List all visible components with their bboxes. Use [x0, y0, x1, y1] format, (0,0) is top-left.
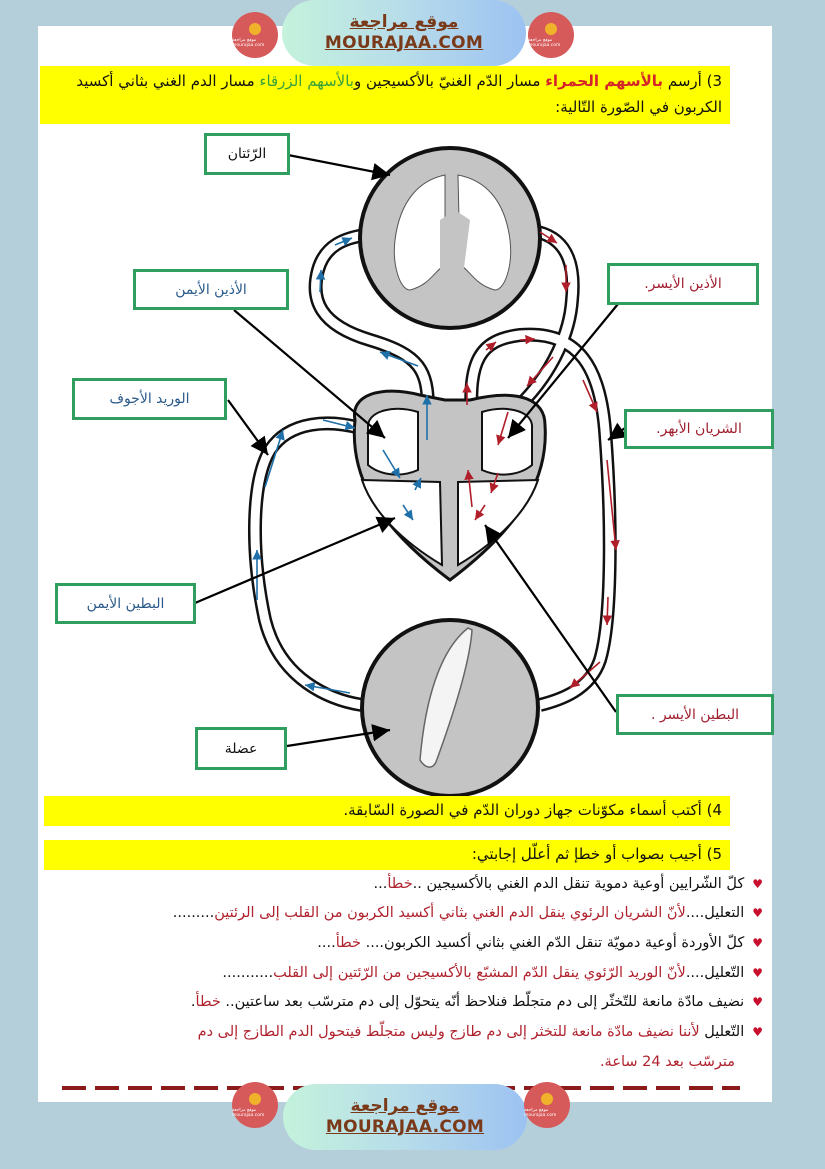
heart-bullet-icon: ♥: [752, 995, 763, 1009]
heart-bullet-icon: ♥: [752, 936, 763, 950]
site-logo-bottom[interactable]: موقع مراجعة MOURAJAA.COM: [283, 1084, 527, 1150]
heart-bullet-icon: ♥: [752, 906, 763, 920]
label-left-atrium: الأذين الأيسر.: [607, 263, 759, 305]
question-4: 4) أكتب أسماء مكوّنات جهاز دوران الدّم في الصورة السّابقة.: [44, 796, 730, 826]
site-logo-top[interactable]: موقع مراجعة MOURAJAA.COM: [282, 0, 526, 66]
label-aorta: الشريان الأبهر.: [624, 409, 774, 449]
site-badge-left-bottom: موقع مراجعة mourajaa.com: [232, 1082, 278, 1128]
site-badge-left: موقع مراجعة mourajaa.com: [232, 12, 278, 58]
label-muscle: عضلة: [195, 727, 287, 770]
book-icon: [541, 1093, 553, 1105]
heart-organ: [354, 391, 545, 580]
site-badge-right-bottom: موقع مراجعة mourajaa.com: [524, 1082, 570, 1128]
question-5: 5) أجيب بصواب أو خطإ ثم أعلّل إجابتي:: [44, 840, 730, 870]
label-right-atrium: الأذين الأيمن: [133, 269, 289, 310]
label-right-ventricle: البطين الأيمن: [55, 583, 196, 624]
label-lungs: الرّئتان: [204, 133, 290, 175]
q5-item-3: ♥كلّ الأوردة أوعية دمويّة تنقل الدّم الغني بثاني أكسيد الكربون.... خطأ....: [317, 935, 763, 951]
label-vena-cava: الوريد الأجوف: [72, 378, 227, 420]
question-3: 3) أرسم بالأسهم الحمراء مسار الدّم الغنيّ بالأكسيجين وبالأسهم الزرقاء مسار الدم الغني بثاني أكسيد الكربون في الصّورة التّالية:: [40, 66, 730, 124]
heart-bullet-icon: ♥: [752, 966, 763, 980]
q5-item-6: ♥التّعليل لأننا نضيف مادّة مانعة للتخثر إلى دم طازج وليس متجلّط فيتحول الدم الطازج إلى دم: [197, 1024, 763, 1040]
heart-bullet-icon: ♥: [752, 877, 763, 891]
q5-item-5: ♥نضيف مادّة مانعة للتّخثّر إلى دم متجلّط فنلاحظ أنّه يتحوّل إلى دم مترسّب بعد ساعتين.. خطأ.: [190, 994, 763, 1010]
q5-item-1: ♥كلّ الشّرايين أوعية دموية تنقل الدم الغني بالأكسيجين ..خطأ...: [373, 876, 763, 892]
muscle-organ: [362, 620, 538, 796]
q5-item-2: ♥التعليل....لأنّ الشريان الرئوي ينقل الدم الغني بثاني أكسيد الكربون من القلب إلى الرئتين.........: [172, 905, 763, 921]
site-badge-right: موقع مراجعة mourajaa.com: [528, 12, 574, 58]
heart-bullet-icon: ♥: [752, 1025, 763, 1039]
q5-item-6-cont: مترسّب بعد 24 ساعة.: [599, 1054, 735, 1070]
label-left-ventricle: البطين الأيسر .: [616, 694, 774, 735]
q5-item-4: ♥التّعليل....لأنّ الوريد الرّئوي ينقل الدّم المشبّع بالأكسيجين من الرّئتين إلى القلب...........: [222, 965, 763, 981]
book-icon: [249, 1093, 261, 1105]
